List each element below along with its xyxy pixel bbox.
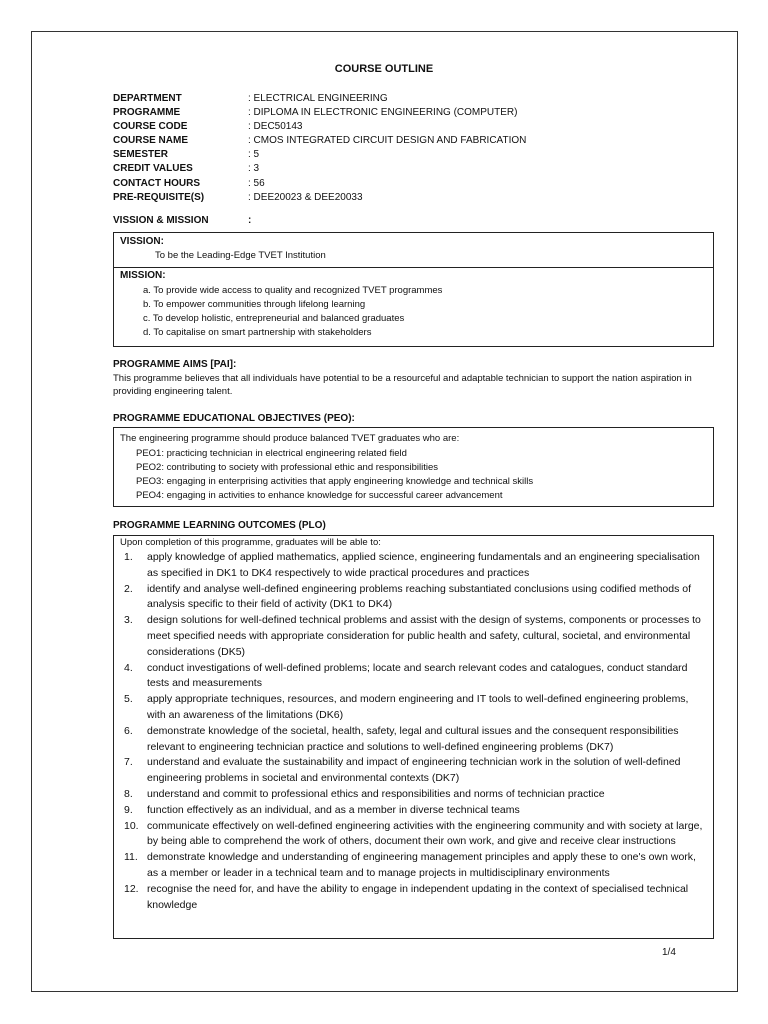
course-info-row — [113, 191, 526, 205]
plo-item-text: apply appropriate techniques, resources, and modern engineering and IT tools to well-defined engineering problems, with an awareness of the limitations (DK6) — [147, 693, 689, 721]
vision-label: VISSION: — [120, 236, 164, 247]
course-info-table — [113, 92, 526, 205]
plo-item-number: 1. — [124, 551, 133, 563]
plo-item-number: 9. — [124, 803, 133, 816]
plo-item — [114, 819, 704, 851]
course-info-row — [113, 106, 526, 120]
peo-box — [113, 427, 714, 507]
plo-item — [114, 850, 704, 882]
course-info-value: : DEE20023 & DEE20033 — [248, 191, 363, 203]
plo-item-number: 3. — [124, 614, 133, 627]
plo-item — [114, 882, 704, 914]
plo-item-number: 5. — [124, 693, 133, 706]
peo-intro: The engineering programme should produce balanced TVET graduates who are: — [120, 433, 460, 444]
plo-item-text: communicate effectively on well-defined engineering activities with the engineering community and with society at large, by being able to comprehend the work of others, document their own work, and give and receive clear instructions — [147, 819, 703, 848]
plo-item — [114, 724, 704, 756]
course-info-key: COURSE CODE — [113, 121, 188, 133]
peo-item: PEO1: practicing technician in electrical engineering related field — [136, 448, 407, 459]
plo-box — [113, 535, 714, 939]
course-info-key: CONTACT HOURS — [113, 177, 201, 189]
mission-item: b. To empower communities through lifelong learning — [143, 299, 366, 310]
programme-aims-text: This programme believes that all individuals have potential to be a resourceful and adaptable technician to support the nation aspiration in providing engineering talent. — [113, 373, 692, 397]
plo-item — [114, 692, 704, 724]
peo-item: PEO3: engaging in enterprising activities that apply engineering knowledge and technical skills — [136, 476, 534, 487]
mission-item: d. To capitalise on smart partnership with stakeholders — [143, 327, 372, 338]
course-info-key: CREDIT VALUES — [113, 163, 193, 175]
plo-heading: PROGRAMME LEARNING OUTCOMES (PLO) — [113, 520, 326, 531]
plo-item-number: 8. — [124, 787, 133, 800]
mission-label: MISSION: — [120, 270, 166, 281]
plo-item-number: 10. — [124, 819, 139, 832]
plo-item — [114, 582, 704, 614]
course-info-row — [113, 120, 526, 134]
plo-item — [114, 755, 704, 787]
plo-item-text: demonstrate knowledge of the societal, health, safety, legal and cultural issues and the consequent responsibilities relevant to engineering technician practice and solutions to well-defined engineering problems (DK7) — [147, 724, 679, 753]
plo-item-number: 6. — [124, 724, 133, 737]
mission-list — [143, 284, 442, 340]
course-info-value: : ELECTRICAL ENGINEERING — [248, 93, 388, 104]
course-info-row — [113, 162, 526, 176]
plo-item — [114, 661, 704, 693]
peo-item: PEO4: engaging in activities to enhance knowledge for successful career advancement — [136, 490, 503, 501]
plo-item — [114, 787, 704, 803]
vision-mission-heading-label: VISSION & MISSION — [113, 215, 209, 226]
vision-mission-heading-colon: : — [248, 215, 252, 226]
course-info-row — [113, 134, 526, 148]
plo-item-text: understand and evaluate the sustainability and impact of engineering technician work in the solution of well-defined engineering problems in societal and environmental contexts (DK7) — [147, 756, 681, 785]
vision-mission-box — [113, 232, 714, 347]
mission-item: a. To provide wide access to quality and recognized TVET programmes — [143, 285, 443, 296]
course-info-value: : 56 — [248, 177, 265, 189]
peo-item: PEO2: contributing to society with professional ethic and responsibilities — [136, 462, 439, 473]
plo-item-text: identify and analyse well-defined engineering problems reaching substantiated conclusions using codified methods of analysis specific to their field of activity (DK1 to DK4) — [147, 582, 692, 611]
course-info-value: : 5 — [248, 149, 260, 161]
vision-section — [114, 233, 713, 268]
peo-heading: PROGRAMME EDUCATIONAL OBJECTIVES (PEO): — [113, 413, 355, 424]
plo-item — [114, 803, 704, 819]
course-info-key: DEPARTMENT — [113, 93, 182, 104]
plo-item-number: 4. — [124, 661, 133, 674]
plo-item — [114, 613, 704, 660]
course-info-key: PROGRAMME — [113, 107, 181, 119]
plo-item-number: 12. — [124, 882, 139, 895]
plo-item-number: 11. — [124, 851, 138, 864]
page-number: 1/4 — [662, 947, 676, 958]
course-info-value: : 3 — [248, 163, 260, 175]
plo-item-text: demonstrate knowledge and understanding of engineering management principles and apply these to one's own work, as a member or leader in a technical team and to manage projects in multidisciplinary environments — [147, 851, 696, 879]
course-info-key: COURSE NAME — [113, 135, 189, 147]
course-info-row — [113, 92, 526, 106]
peo-list — [136, 447, 533, 503]
plo-item-text: function effectively as an individual, and as a member in diverse technical teams — [147, 803, 520, 816]
mission-item: c. To develop holistic, entrepreneurial and balanced graduates — [143, 313, 405, 324]
plo-item-text: understand and commit to professional ethics and responsibilities and norms of technician practice — [147, 787, 605, 800]
vision-text: To be the Leading-Edge TVET Institution — [155, 250, 326, 261]
document-title: COURSE OUTLINE — [334, 63, 434, 75]
plo-list — [114, 550, 704, 913]
plo-item-text: conduct investigations of well-defined problems; locate and search relevant codes and catalogues, conduct standard tests and measurements — [147, 661, 688, 690]
vision-mission-heading — [113, 215, 252, 226]
course-info-value: : DIPLOMA IN ELECTRONIC ENGINEERING (COMPUTER) — [248, 107, 518, 119]
plo-item-text: recognise the need for, and have the ability to engage in independent updating in the context of specialised technical knowledge — [147, 882, 689, 911]
plo-item — [114, 550, 704, 582]
plo-item-text: apply knowledge of applied mathematics, applied science, engineering fundamentals and an engineering specialisation as specified in DK1 to DK4 respectively to wide practical procedures and practices — [147, 551, 700, 579]
course-info-key: SEMESTER — [113, 149, 169, 161]
course-info-row — [113, 148, 526, 162]
course-info-key: PRE-REQUISITE(S) — [113, 191, 205, 203]
plo-intro: Upon completion of this programme, graduates will be able to: — [120, 537, 381, 548]
plo-item-text: design solutions for well-defined technical problems and assist with the design of systems, components or processes to meet specified needs with appropriate consideration for public health and safety, cultural, societal, and environmental considerations (DK5) — [147, 614, 701, 658]
programme-aims-heading: PROGRAMME AIMS [PAI]: — [113, 359, 237, 370]
plo-item-number: 2. — [124, 582, 133, 595]
course-info-value: : DEC50143 — [248, 121, 303, 133]
course-info-row — [113, 177, 526, 191]
course-info-value: : CMOS INTEGRATED CIRCUIT DESIGN AND FABRICATION — [248, 135, 527, 147]
plo-item-number: 7. — [124, 756, 133, 769]
